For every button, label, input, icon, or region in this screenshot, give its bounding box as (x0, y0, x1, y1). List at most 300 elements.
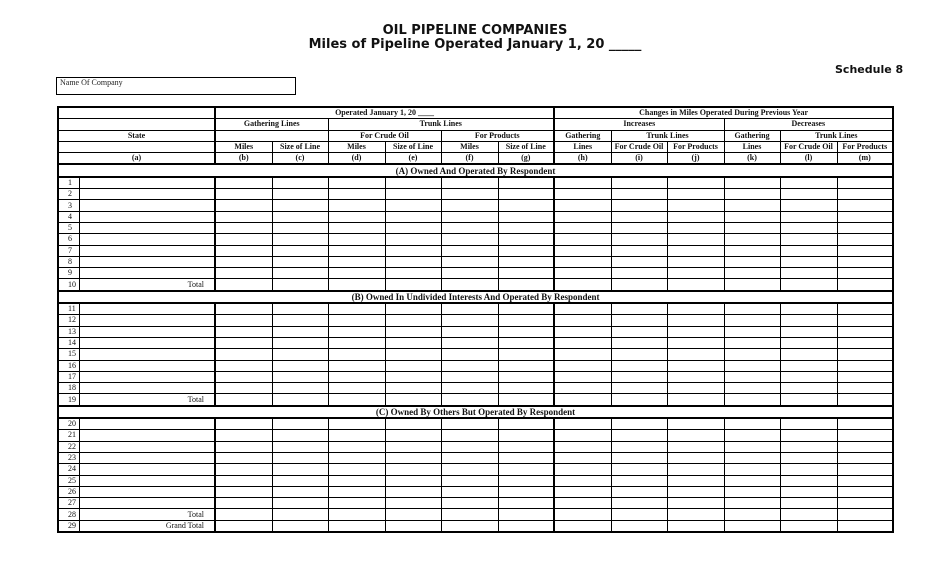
entry-cell[interactable] (215, 394, 272, 406)
entry-cell[interactable] (441, 303, 498, 315)
entry-cell[interactable] (724, 349, 780, 360)
entry-cell[interactable] (554, 441, 611, 452)
entry-cell[interactable] (441, 475, 498, 486)
entry-cell[interactable] (498, 349, 554, 360)
entry-cell[interactable] (215, 268, 272, 279)
entry-cell[interactable] (272, 520, 328, 532)
entry-cell[interactable] (498, 452, 554, 463)
entry-cell[interactable] (554, 189, 611, 200)
entry-cell[interactable] (215, 441, 272, 452)
entry-cell[interactable] (780, 498, 837, 509)
entry-cell[interactable] (780, 441, 837, 452)
entry-cell[interactable] (611, 360, 667, 371)
entry-cell[interactable] (780, 464, 837, 475)
entry-cell[interactable] (780, 486, 837, 497)
entry-cell[interactable] (667, 303, 724, 315)
entry-cell[interactable] (498, 222, 554, 233)
entry-cell[interactable] (385, 256, 441, 267)
entry-cell[interactable] (385, 452, 441, 463)
entry-cell[interactable] (441, 337, 498, 348)
entry-cell[interactable] (724, 279, 780, 291)
entry-cell[interactable] (385, 475, 441, 486)
state-cell[interactable] (79, 337, 215, 348)
entry-cell[interactable] (441, 222, 498, 233)
entry-cell[interactable] (554, 349, 611, 360)
entry-cell[interactable] (724, 520, 780, 532)
entry-cell[interactable] (272, 464, 328, 475)
entry-cell[interactable] (837, 315, 893, 326)
entry-cell[interactable] (328, 245, 385, 256)
entry-cell[interactable] (554, 279, 611, 291)
entry-cell[interactable] (667, 279, 724, 291)
entry-cell[interactable] (837, 486, 893, 497)
entry-cell[interactable] (272, 418, 328, 430)
entry-cell[interactable] (780, 234, 837, 245)
entry-cell[interactable] (837, 245, 893, 256)
entry-cell[interactable] (780, 256, 837, 267)
entry-cell[interactable] (780, 326, 837, 337)
entry-cell[interactable] (215, 315, 272, 326)
entry-cell[interactable] (441, 464, 498, 475)
entry-cell[interactable] (272, 268, 328, 279)
entry-cell[interactable] (385, 464, 441, 475)
entry-cell[interactable] (441, 349, 498, 360)
company-name-field[interactable] (56, 77, 296, 95)
entry-cell[interactable] (667, 371, 724, 382)
entry-cell[interactable] (724, 268, 780, 279)
entry-cell[interactable] (667, 383, 724, 394)
entry-cell[interactable] (385, 234, 441, 245)
entry-cell[interactable] (554, 177, 611, 189)
entry-cell[interactable] (611, 430, 667, 441)
entry-cell[interactable] (328, 486, 385, 497)
entry-cell[interactable] (385, 222, 441, 233)
entry-cell[interactable] (611, 441, 667, 452)
entry-cell[interactable] (272, 337, 328, 348)
entry-cell[interactable] (780, 303, 837, 315)
entry-cell[interactable] (215, 475, 272, 486)
entry-cell[interactable] (724, 337, 780, 348)
entry-cell[interactable] (441, 441, 498, 452)
entry-cell[interactable] (724, 177, 780, 189)
entry-cell[interactable] (554, 418, 611, 430)
state-cell[interactable] (79, 315, 215, 326)
entry-cell[interactable] (667, 315, 724, 326)
entry-cell[interactable] (385, 326, 441, 337)
entry-cell[interactable] (272, 360, 328, 371)
entry-cell[interactable] (611, 337, 667, 348)
entry-cell[interactable] (837, 268, 893, 279)
entry-cell[interactable] (554, 452, 611, 463)
entry-cell[interactable] (611, 245, 667, 256)
entry-cell[interactable] (328, 371, 385, 382)
entry-cell[interactable] (498, 371, 554, 382)
entry-cell[interactable] (385, 211, 441, 222)
entry-cell[interactable] (554, 234, 611, 245)
entry-cell[interactable] (667, 177, 724, 189)
entry-cell[interactable] (441, 177, 498, 189)
entry-cell[interactable] (837, 222, 893, 233)
entry-cell[interactable] (667, 509, 724, 520)
entry-cell[interactable] (272, 211, 328, 222)
entry-cell[interactable] (498, 498, 554, 509)
entry-cell[interactable] (385, 200, 441, 211)
entry-cell[interactable] (385, 441, 441, 452)
entry-cell[interactable] (441, 383, 498, 394)
entry-cell[interactable] (328, 177, 385, 189)
entry-cell[interactable] (215, 486, 272, 497)
entry-cell[interactable] (724, 360, 780, 371)
entry-cell[interactable] (328, 498, 385, 509)
state-cell[interactable] (79, 245, 215, 256)
entry-cell[interactable] (215, 245, 272, 256)
entry-cell[interactable] (554, 245, 611, 256)
entry-cell[interactable] (385, 189, 441, 200)
entry-cell[interactable] (837, 452, 893, 463)
entry-cell[interactable] (611, 509, 667, 520)
entry-cell[interactable] (498, 418, 554, 430)
entry-cell[interactable] (667, 222, 724, 233)
entry-cell[interactable] (780, 337, 837, 348)
entry-cell[interactable] (498, 315, 554, 326)
entry-cell[interactable] (441, 326, 498, 337)
entry-cell[interactable] (837, 303, 893, 315)
entry-cell[interactable] (611, 200, 667, 211)
entry-cell[interactable] (554, 383, 611, 394)
entry-cell[interactable] (215, 430, 272, 441)
state-cell[interactable] (79, 464, 215, 475)
entry-cell[interactable] (611, 383, 667, 394)
entry-cell[interactable] (328, 394, 385, 406)
entry-cell[interactable] (441, 200, 498, 211)
entry-cell[interactable] (328, 441, 385, 452)
entry-cell[interactable] (328, 509, 385, 520)
entry-cell[interactable] (328, 315, 385, 326)
entry-cell[interactable] (724, 211, 780, 222)
state-cell[interactable] (79, 475, 215, 486)
entry-cell[interactable] (724, 441, 780, 452)
entry-cell[interactable] (724, 256, 780, 267)
entry-cell[interactable] (215, 349, 272, 360)
entry-cell[interactable] (554, 498, 611, 509)
entry-cell[interactable] (837, 349, 893, 360)
entry-cell[interactable] (837, 498, 893, 509)
entry-cell[interactable] (667, 394, 724, 406)
entry-cell[interactable] (837, 177, 893, 189)
entry-cell[interactable] (441, 234, 498, 245)
entry-cell[interactable] (328, 211, 385, 222)
entry-cell[interactable] (498, 337, 554, 348)
entry-cell[interactable] (611, 234, 667, 245)
entry-cell[interactable] (554, 394, 611, 406)
entry-cell[interactable] (667, 441, 724, 452)
entry-cell[interactable] (667, 211, 724, 222)
entry-cell[interactable] (272, 349, 328, 360)
entry-cell[interactable] (215, 222, 272, 233)
entry-cell[interactable] (667, 326, 724, 337)
entry-cell[interactable] (328, 418, 385, 430)
entry-cell[interactable] (780, 452, 837, 463)
entry-cell[interactable] (611, 256, 667, 267)
entry-cell[interactable] (611, 315, 667, 326)
entry-cell[interactable] (441, 430, 498, 441)
entry-cell[interactable] (837, 189, 893, 200)
entry-cell[interactable] (837, 360, 893, 371)
entry-cell[interactable] (554, 520, 611, 532)
entry-cell[interactable] (611, 486, 667, 497)
entry-cell[interactable] (780, 189, 837, 200)
entry-cell[interactable] (667, 464, 724, 475)
entry-cell[interactable] (780, 200, 837, 211)
entry-cell[interactable] (837, 279, 893, 291)
entry-cell[interactable] (780, 268, 837, 279)
entry-cell[interactable] (498, 268, 554, 279)
entry-cell[interactable] (328, 326, 385, 337)
entry-cell[interactable] (441, 509, 498, 520)
entry-cell[interactable] (837, 441, 893, 452)
entry-cell[interactable] (441, 256, 498, 267)
entry-cell[interactable] (215, 234, 272, 245)
entry-cell[interactable] (272, 315, 328, 326)
entry-cell[interactable] (215, 200, 272, 211)
entry-cell[interactable] (498, 234, 554, 245)
entry-cell[interactable] (328, 520, 385, 532)
entry-cell[interactable] (837, 200, 893, 211)
entry-cell[interactable] (837, 520, 893, 532)
entry-cell[interactable] (272, 200, 328, 211)
entry-cell[interactable] (272, 234, 328, 245)
entry-cell[interactable] (498, 279, 554, 291)
entry-cell[interactable] (441, 360, 498, 371)
entry-cell[interactable] (272, 245, 328, 256)
entry-cell[interactable] (328, 279, 385, 291)
entry-cell[interactable] (441, 189, 498, 200)
entry-cell[interactable] (272, 452, 328, 463)
entry-cell[interactable] (724, 245, 780, 256)
entry-cell[interactable] (328, 303, 385, 315)
entry-cell[interactable] (554, 200, 611, 211)
entry-cell[interactable] (554, 509, 611, 520)
entry-cell[interactable] (385, 337, 441, 348)
entry-cell[interactable] (611, 303, 667, 315)
entry-cell[interactable] (724, 234, 780, 245)
entry-cell[interactable] (215, 303, 272, 315)
entry-cell[interactable] (667, 189, 724, 200)
entry-cell[interactable] (498, 177, 554, 189)
entry-cell[interactable] (611, 498, 667, 509)
entry-cell[interactable] (498, 189, 554, 200)
entry-cell[interactable] (385, 315, 441, 326)
entry-cell[interactable] (724, 418, 780, 430)
entry-cell[interactable] (667, 268, 724, 279)
entry-cell[interactable] (328, 475, 385, 486)
entry-cell[interactable] (441, 371, 498, 382)
state-cell[interactable] (79, 211, 215, 222)
entry-cell[interactable] (215, 337, 272, 348)
entry-cell[interactable] (837, 383, 893, 394)
entry-cell[interactable] (385, 279, 441, 291)
entry-cell[interactable] (328, 200, 385, 211)
entry-cell[interactable] (272, 189, 328, 200)
entry-cell[interactable] (667, 234, 724, 245)
entry-cell[interactable] (441, 418, 498, 430)
entry-cell[interactable] (554, 486, 611, 497)
entry-cell[interactable] (385, 177, 441, 189)
state-cell[interactable] (79, 256, 215, 267)
entry-cell[interactable] (385, 509, 441, 520)
entry-cell[interactable] (441, 520, 498, 532)
entry-cell[interactable] (498, 211, 554, 222)
entry-cell[interactable] (724, 371, 780, 382)
state-cell[interactable] (79, 303, 215, 315)
entry-cell[interactable] (441, 268, 498, 279)
entry-cell[interactable] (724, 394, 780, 406)
entry-cell[interactable] (441, 315, 498, 326)
entry-cell[interactable] (611, 222, 667, 233)
entry-cell[interactable] (554, 268, 611, 279)
entry-cell[interactable] (272, 326, 328, 337)
entry-cell[interactable] (498, 430, 554, 441)
entry-cell[interactable] (837, 475, 893, 486)
entry-cell[interactable] (215, 371, 272, 382)
entry-cell[interactable] (780, 509, 837, 520)
entry-cell[interactable] (780, 279, 837, 291)
entry-cell[interactable] (611, 371, 667, 382)
entry-cell[interactable] (611, 189, 667, 200)
entry-cell[interactable] (498, 200, 554, 211)
state-cell[interactable] (79, 441, 215, 452)
entry-cell[interactable] (215, 360, 272, 371)
state-cell[interactable] (79, 189, 215, 200)
entry-cell[interactable] (667, 200, 724, 211)
entry-cell[interactable] (724, 326, 780, 337)
entry-cell[interactable] (780, 360, 837, 371)
entry-cell[interactable] (385, 394, 441, 406)
entry-cell[interactable] (611, 418, 667, 430)
entry-cell[interactable] (554, 430, 611, 441)
entry-cell[interactable] (328, 222, 385, 233)
entry-cell[interactable] (215, 256, 272, 267)
entry-cell[interactable] (611, 268, 667, 279)
entry-cell[interactable] (385, 520, 441, 532)
entry-cell[interactable] (385, 418, 441, 430)
entry-cell[interactable] (498, 326, 554, 337)
entry-cell[interactable] (724, 498, 780, 509)
entry-cell[interactable] (667, 360, 724, 371)
entry-cell[interactable] (667, 245, 724, 256)
entry-cell[interactable] (837, 394, 893, 406)
entry-cell[interactable] (667, 498, 724, 509)
entry-cell[interactable] (667, 349, 724, 360)
entry-cell[interactable] (272, 475, 328, 486)
entry-cell[interactable] (328, 337, 385, 348)
entry-cell[interactable] (667, 486, 724, 497)
entry-cell[interactable] (328, 189, 385, 200)
entry-cell[interactable] (780, 222, 837, 233)
state-cell[interactable] (79, 326, 215, 337)
entry-cell[interactable] (272, 441, 328, 452)
entry-cell[interactable] (385, 349, 441, 360)
entry-cell[interactable] (724, 315, 780, 326)
entry-cell[interactable] (272, 279, 328, 291)
entry-cell[interactable] (215, 520, 272, 532)
entry-cell[interactable] (498, 486, 554, 497)
entry-cell[interactable] (498, 464, 554, 475)
entry-cell[interactable] (215, 418, 272, 430)
entry-cell[interactable] (385, 245, 441, 256)
entry-cell[interactable] (328, 268, 385, 279)
entry-cell[interactable] (272, 383, 328, 394)
entry-cell[interactable] (272, 509, 328, 520)
entry-cell[interactable] (215, 279, 272, 291)
entry-cell[interactable] (837, 430, 893, 441)
entry-cell[interactable] (328, 349, 385, 360)
entry-cell[interactable] (667, 520, 724, 532)
entry-cell[interactable] (215, 383, 272, 394)
state-cell[interactable] (79, 177, 215, 189)
entry-cell[interactable] (780, 383, 837, 394)
entry-cell[interactable] (554, 326, 611, 337)
entry-cell[interactable] (837, 256, 893, 267)
entry-cell[interactable] (611, 279, 667, 291)
entry-cell[interactable] (837, 211, 893, 222)
entry-cell[interactable] (780, 475, 837, 486)
entry-cell[interactable] (441, 486, 498, 497)
entry-cell[interactable] (554, 371, 611, 382)
entry-cell[interactable] (498, 475, 554, 486)
entry-cell[interactable] (498, 394, 554, 406)
entry-cell[interactable] (667, 430, 724, 441)
entry-cell[interactable] (724, 200, 780, 211)
entry-cell[interactable] (724, 509, 780, 520)
entry-cell[interactable] (611, 520, 667, 532)
state-cell[interactable] (79, 418, 215, 430)
entry-cell[interactable] (498, 360, 554, 371)
state-cell[interactable] (79, 486, 215, 497)
entry-cell[interactable] (328, 383, 385, 394)
entry-cell[interactable] (328, 452, 385, 463)
entry-cell[interactable] (611, 475, 667, 486)
entry-cell[interactable] (498, 256, 554, 267)
entry-cell[interactable] (215, 452, 272, 463)
state-cell[interactable] (79, 222, 215, 233)
entry-cell[interactable] (611, 211, 667, 222)
entry-cell[interactable] (441, 211, 498, 222)
entry-cell[interactable] (780, 394, 837, 406)
entry-cell[interactable] (780, 520, 837, 532)
entry-cell[interactable] (780, 430, 837, 441)
entry-cell[interactable] (724, 475, 780, 486)
entry-cell[interactable] (667, 337, 724, 348)
entry-cell[interactable] (385, 371, 441, 382)
entry-cell[interactable] (667, 475, 724, 486)
entry-cell[interactable] (780, 418, 837, 430)
entry-cell[interactable] (780, 211, 837, 222)
entry-cell[interactable] (498, 441, 554, 452)
state-cell[interactable] (79, 498, 215, 509)
entry-cell[interactable] (272, 222, 328, 233)
state-cell[interactable] (79, 452, 215, 463)
entry-cell[interactable] (441, 452, 498, 463)
entry-cell[interactable] (385, 360, 441, 371)
entry-cell[interactable] (724, 464, 780, 475)
entry-cell[interactable] (498, 303, 554, 315)
entry-cell[interactable] (554, 360, 611, 371)
entry-cell[interactable] (498, 245, 554, 256)
state-cell[interactable] (79, 349, 215, 360)
entry-cell[interactable] (215, 211, 272, 222)
entry-cell[interactable] (724, 486, 780, 497)
